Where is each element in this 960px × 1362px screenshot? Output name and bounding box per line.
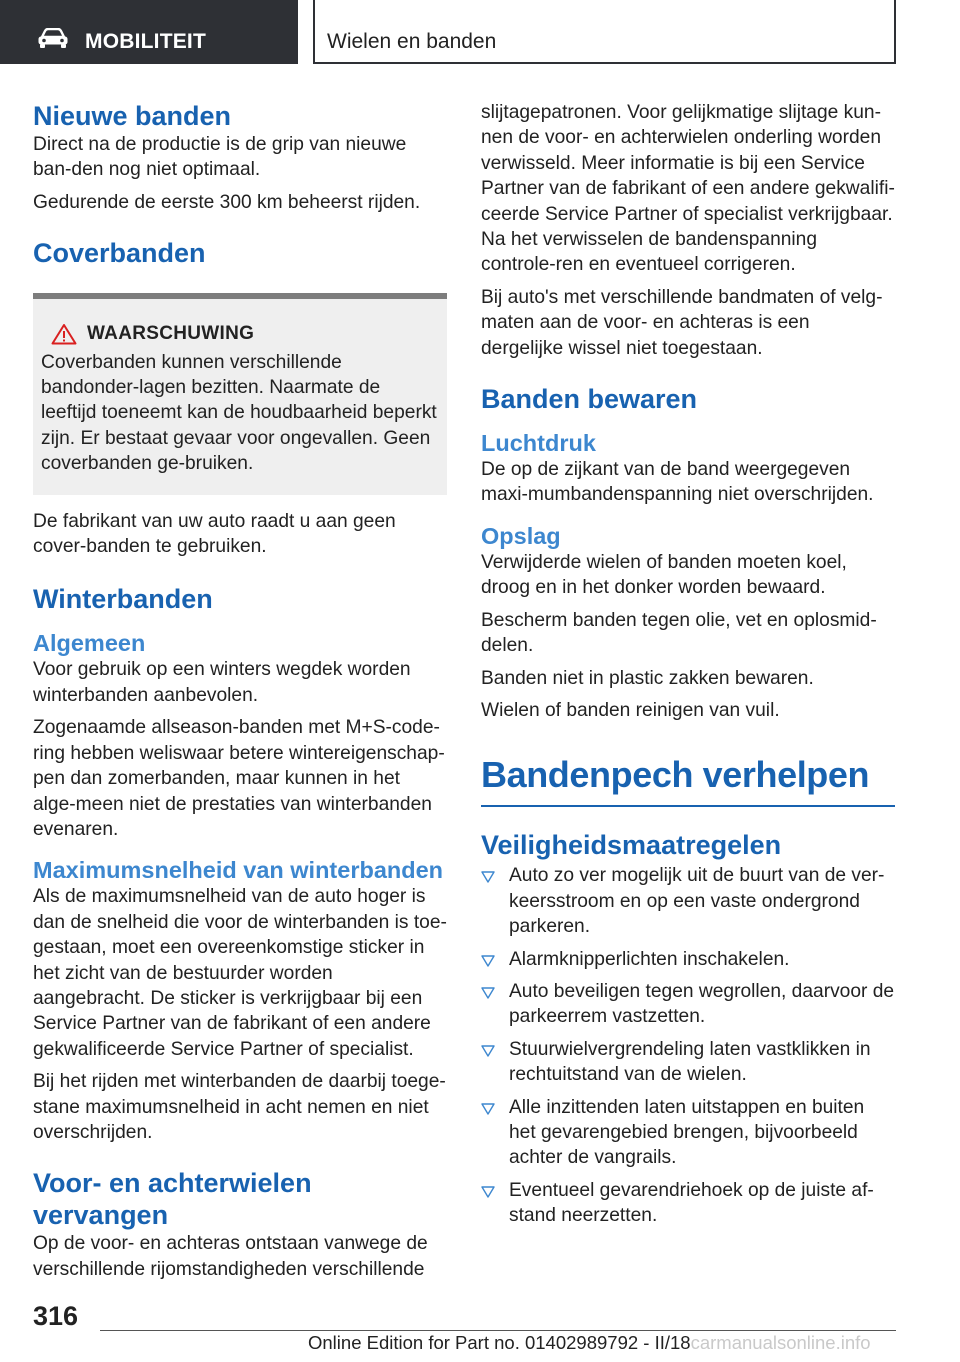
- edition-text: Online Edition for Part no. 01402989792 - II/18: [308, 1332, 691, 1353]
- paragraph: Bij auto's met verschillende bandmaten of velg-maten aan de voor- en achteras is een dergelijke wissel niet toegestaan.: [481, 286, 883, 359]
- warning-box: [33, 293, 447, 494]
- warning-header: [41, 321, 439, 346]
- list-item: [481, 1095, 895, 1171]
- triangle-bullet-icon: [481, 955, 495, 967]
- paragraph: Voor gebruik op een winters wegdek worden winterbanden aanbevolen.: [33, 659, 411, 706]
- paragraph: Bij het rijden met winterbanden de daarbij toege-stane maximumsnelheid in acht nemen en niet overschrijden.: [33, 1071, 446, 1143]
- list-item: [481, 863, 895, 939]
- chapter-label: MOBILITEIT: [85, 30, 206, 53]
- list-item: [481, 1037, 895, 1088]
- paragraph: Bescherm banden tegen olie, vet en oplosmid-delen.: [481, 609, 877, 657]
- paragraph: Verwijderde wielen of banden moeten koel, droog en in het donker worden bewaard.: [481, 551, 847, 599]
- paragraph: Gedurende de eerste 300 km beheerst rijden.: [33, 191, 421, 213]
- heading-voor-achterwielen: Voor- en achterwielen vervangen: [33, 1168, 312, 1231]
- heading-bandenpech: Bandenpech verhelpen: [481, 754, 870, 796]
- steps-list: [481, 863, 895, 1228]
- right-column: [481, 100, 895, 1236]
- watermark-text: carmanualsonline.info: [690, 1332, 871, 1353]
- heading-banden-bewaren: Banden bewaren: [481, 384, 698, 415]
- paragraph: Direct na de productie is de grip van nieuwe ban-den nog niet optimaal.: [33, 134, 407, 181]
- subheading-algemeen: Algemeen: [33, 630, 146, 657]
- chapter-tab[interactable]: [0, 0, 298, 64]
- left-column: [33, 100, 447, 1282]
- paragraph: De op de zijkant van de band weergegeven maxi-mumbandenspanning niet overschrijden.: [481, 459, 874, 506]
- step-text: Stuurwielvergrendeling laten vastklikken in rechtuitstand van de wielen.: [509, 1038, 871, 1086]
- list-item: [481, 1178, 895, 1229]
- footer-edition: [308, 1332, 871, 1354]
- subheading-opslag: Opslag: [481, 522, 561, 549]
- step-text: Eventueel gevarendriehoek op de juiste af-stand neerzetten.: [509, 1179, 874, 1227]
- list-item: [481, 979, 895, 1030]
- subheading-maximumsnelheid: Maximumsnelheid van winterbanden: [33, 857, 444, 884]
- triangle-bullet-icon: [481, 1186, 495, 1198]
- triangle-bullet-icon: [481, 987, 495, 999]
- paragraph: Als de maximumsnelheid van de auto hoger is dan de snelheid die voor de winterbanden is toe-gestaan, moet een overeenkomstige sticker in het zicht van de bestuurder worden aangebracht. De sticker is verkrijgbaar bij een Service Partner van de fabrikant of een andere gekwalificeerde Service Partner of specialist.: [33, 886, 447, 1060]
- paragraph: Banden niet in plastic zakken bewaren.: [481, 667, 814, 689]
- triangle-bullet-icon: [481, 871, 495, 883]
- section-label: Wielen en banden: [327, 30, 497, 53]
- heading-veiligheidsmaatregelen: Veiligheidsmaatregelen: [481, 830, 782, 861]
- step-text: Alarmknipperlichten inschakelen.: [509, 948, 790, 970]
- warning-triangle-icon: [51, 323, 77, 345]
- paragraph: Wielen of banden reinigen van vuil.: [481, 699, 780, 721]
- step-text: Alle inzittenden laten uitstappen en buiten het gevarengebied brengen, bijvoorbeeld achter de vangrails.: [509, 1096, 865, 1169]
- car-icon: [37, 28, 69, 48]
- section-tab[interactable]: [313, 0, 896, 64]
- paragraph: Op de voor- en achteras ontstaan vanwege de verschillende rijomstandigheden verschillende: [33, 1233, 428, 1280]
- paragraph: Zogenaamde allseason-banden met M+S-code-ring hebben weliswaar betere wintereigenschap-pen dan zomerbanden, maar kunnen in het alge-meen niet de prestaties van winterbanden evenaren.: [33, 717, 445, 840]
- step-text: Auto zo ver mogelijk uit de buurt van de ver-keersstroom en op een vaste ondergrond parkeren.: [509, 865, 885, 938]
- paragraph: slijtagepatronen. Voor gelijkmatige slijtage kun-nen de voor- en achterwielen onderling worden verwisseld. Meer informatie is bij een Service Partner van de fabrikant of een andere gekwalifi-ceerde Service Partner of specialist verkrijgbaar. Na het verwisselen de bandenspanning controle-ren en eventueel corrigeren.: [481, 102, 895, 276]
- triangle-bullet-icon: [481, 1103, 495, 1115]
- paragraph: De fabrikant van uw auto raadt u aan geen cover-banden te gebruiken.: [33, 510, 396, 558]
- heading-rule: [481, 805, 895, 807]
- heading-winterbanden: Winterbanden: [33, 584, 213, 615]
- warning-text: Coverbanden kunnen verschillende bandonder-lagen bezitten. Naarmate de leeftijd toeneemt kan de houdbaarheid beperkt zijn. Er bestaat gevaar voor ongevallen. Geen coverbanden ge-bruiken.: [41, 351, 437, 475]
- heading-nieuwe-banden: Nieuwe banden: [33, 101, 232, 131]
- subheading-luchtdruk: Luchtdruk: [481, 430, 596, 457]
- footer-divider: [100, 1330, 896, 1331]
- warning-title: WAARSCHUWING: [87, 323, 255, 345]
- heading-coverbanden: Coverbanden: [33, 238, 206, 269]
- triangle-bullet-icon: [481, 1045, 495, 1057]
- page-number: 316: [33, 1301, 79, 1331]
- step-text: Auto beveiligen tegen wegrollen, daarvoor de parkeerrem vastzetten.: [509, 980, 895, 1028]
- list-item: [481, 947, 895, 972]
